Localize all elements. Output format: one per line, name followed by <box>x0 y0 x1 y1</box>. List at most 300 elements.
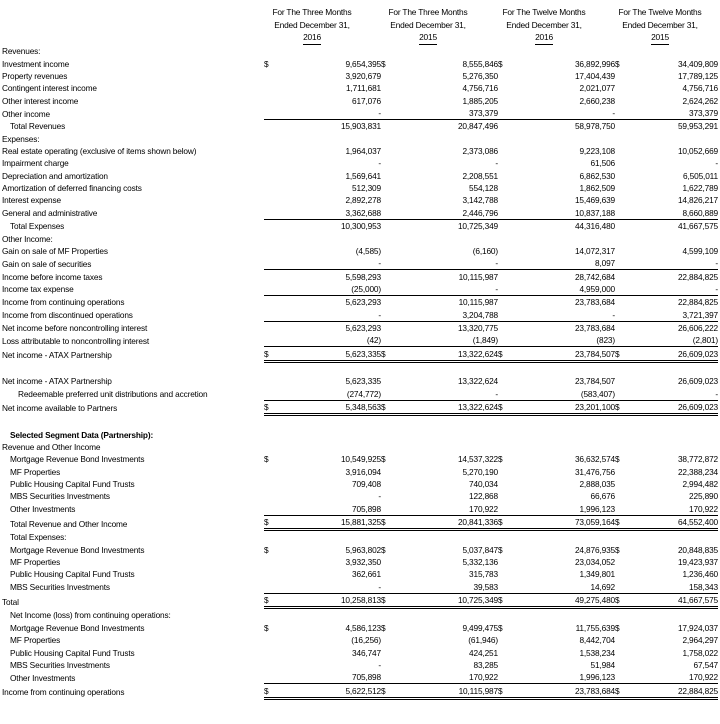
value-cell: (6,160) <box>472 245 498 256</box>
currency-symbol <box>264 361 274 375</box>
value-cell: 3,721,397 <box>682 309 718 320</box>
currency-symbol <box>381 245 391 257</box>
table-row <box>2 593 718 607</box>
table-row <box>2 347 718 361</box>
row-label: Other Income: <box>2 233 53 244</box>
value-cell <box>508 132 615 144</box>
value-cell: - <box>378 108 381 119</box>
row-label: Depreciation and amortization <box>2 170 108 181</box>
currency-symbol: $ <box>264 454 269 465</box>
value-cell: (583,407) <box>580 388 615 399</box>
currency-symbol: $ <box>264 515 274 529</box>
currency-symbol: $ <box>381 622 386 633</box>
value-cell: 362,661 <box>352 569 381 580</box>
currency-symbol <box>615 441 625 453</box>
currency-symbol <box>498 530 508 544</box>
currency-symbol <box>381 465 391 477</box>
table-row <box>2 232 718 244</box>
value-cell: 14,826,217 <box>677 195 718 206</box>
value-cell <box>391 441 498 453</box>
value-cell: 2,624,262 <box>682 95 718 106</box>
value-cell: 67,547 <box>693 659 718 670</box>
table-row <box>2 206 718 219</box>
row-label: MF Properties <box>10 635 61 646</box>
currency-symbol <box>381 169 391 181</box>
currency-symbol: $ <box>615 400 625 414</box>
currency-symbol <box>381 441 391 453</box>
value-cell <box>508 414 615 428</box>
value-cell <box>508 441 615 453</box>
currency-symbol <box>498 94 508 106</box>
currency-symbol <box>264 556 274 568</box>
table-row <box>2 257 718 270</box>
value-cell: 22,388,234 <box>677 466 718 477</box>
currency-symbol <box>498 206 508 219</box>
value-cell: 20,847,496 <box>391 120 498 133</box>
currency-symbol <box>615 428 625 440</box>
table-row <box>2 684 718 698</box>
table-row <box>2 515 718 529</box>
row-label: Revenues: <box>2 46 41 57</box>
value-cell <box>625 608 718 622</box>
currency-symbol <box>615 132 625 144</box>
value-cell: 5,037,847 <box>462 544 498 555</box>
value-cell: 2,208,551 <box>462 170 498 181</box>
currency-symbol: $ <box>381 593 391 607</box>
value-cell: 83,285 <box>473 659 498 670</box>
value-cell: 170,922 <box>689 672 718 683</box>
currency-symbol <box>381 257 391 270</box>
currency-symbol <box>498 671 508 684</box>
currency-symbol <box>381 321 391 334</box>
row-label: Selected Segment Data (Partnership): <box>10 429 154 440</box>
value-cell: 15,881,325 <box>274 515 381 529</box>
currency-symbol <box>264 414 274 428</box>
table-row <box>2 387 718 400</box>
value-cell: 73,059,164 <box>508 515 615 529</box>
row-label: Property revenues <box>2 71 68 82</box>
currency-symbol <box>615 157 625 169</box>
currency-symbol <box>498 308 508 321</box>
value-cell: 6,505,011 <box>683 170 718 181</box>
value-cell: 13,320,775 <box>391 321 498 334</box>
value-cell: 3,916,094 <box>345 466 381 477</box>
value-cell: 709,408 <box>352 479 381 490</box>
currency-symbol <box>264 245 274 257</box>
value-cell: 2,373,086 <box>462 146 498 157</box>
currency-symbol <box>264 257 274 270</box>
currency-symbol <box>498 295 508 308</box>
value-cell: 36,632,574 <box>574 454 615 465</box>
value-cell: 14,692 <box>590 581 615 592</box>
row-label: Mortgage Revenue Bond Investments <box>10 622 145 633</box>
currency-symbol <box>498 556 508 568</box>
row-label: Gain on sale of securities <box>2 258 92 269</box>
value-cell: 41,667,575 <box>625 593 718 607</box>
value-cell: 11,755,639 <box>575 622 615 633</box>
value-cell: 2,888,035 <box>579 479 615 490</box>
row-label: Net income before noncontrolling interest <box>2 322 148 333</box>
value-cell: 740,034 <box>469 479 498 490</box>
value-cell: 39,583 <box>473 581 498 592</box>
currency-symbol <box>615 295 625 308</box>
currency-symbol <box>615 556 625 568</box>
value-cell: 8,442,704 <box>579 635 615 646</box>
currency-symbol <box>498 465 508 477</box>
value-cell: 3,920,679 <box>345 71 381 82</box>
value-cell: 1,236,460 <box>682 569 718 580</box>
currency-symbol <box>381 568 391 580</box>
currency-symbol: $ <box>498 622 503 633</box>
currency-symbol <box>381 608 391 622</box>
currency-symbol: $ <box>381 515 391 529</box>
currency-symbol: $ <box>381 400 391 414</box>
table-row <box>2 334 718 347</box>
value-cell: 13,322,624 <box>457 376 498 387</box>
currency-symbol <box>615 232 625 244</box>
value-cell: 49,275,480 <box>508 593 615 607</box>
value-cell: 28,742,684 <box>508 270 615 283</box>
value-cell: 24,876,935 <box>574 544 615 555</box>
value-cell: 23,034,052 <box>574 557 615 568</box>
value-cell <box>391 132 498 144</box>
value-cell: 10,837,188 <box>574 207 615 218</box>
value-cell: (2,801) <box>692 335 718 346</box>
value-cell: 1,538,234 <box>579 647 615 658</box>
value-cell: 4,586,123 <box>345 622 381 633</box>
currency-symbol <box>615 671 625 684</box>
currency-symbol <box>615 568 625 580</box>
currency-symbol <box>381 45 391 57</box>
value-cell: 26,609,023 <box>625 400 718 414</box>
table-row <box>2 321 718 334</box>
currency-symbol: $ <box>264 544 269 555</box>
row-label: Total Expenses <box>10 221 65 232</box>
currency-symbol: $ <box>498 593 508 607</box>
value-cell: 17,404,439 <box>574 71 615 82</box>
currency-symbol <box>381 145 391 157</box>
value-cell <box>274 414 381 428</box>
value-cell: 44,316,480 <box>508 219 615 232</box>
currency-symbol <box>615 334 625 347</box>
currency-symbol <box>381 634 391 646</box>
currency-symbol <box>381 478 391 490</box>
income-statement-table <box>2 45 718 700</box>
value-cell: 8,660,889 <box>682 207 718 218</box>
currency-symbol <box>264 465 274 477</box>
currency-symbol <box>381 361 391 375</box>
currency-symbol <box>264 107 274 120</box>
value-cell: 23,784,507 <box>574 376 615 387</box>
value-cell: 2,021,077 <box>579 83 615 94</box>
currency-symbol <box>264 232 274 244</box>
currency-symbol <box>264 502 274 515</box>
currency-symbol <box>264 441 274 453</box>
currency-symbol <box>498 245 508 257</box>
value-cell: 26,609,023 <box>625 347 718 361</box>
currency-symbol <box>264 120 274 133</box>
value-cell: 64,552,400 <box>625 515 718 529</box>
value-cell: 15,469,639 <box>574 195 615 206</box>
currency-symbol: $ <box>381 684 391 698</box>
table-row <box>2 375 718 387</box>
value-cell: 34,409,809 <box>677 58 718 69</box>
currency-symbol <box>264 270 274 283</box>
currency-symbol: $ <box>498 544 503 555</box>
currency-symbol <box>615 646 625 658</box>
value-cell: (4,585) <box>355 245 381 256</box>
currency-symbol <box>498 145 508 157</box>
table-row <box>2 194 718 206</box>
currency-symbol <box>264 295 274 308</box>
row-label: Redeemable preferred unit distributions and accretion <box>18 389 208 400</box>
value-cell <box>274 428 381 440</box>
table-row <box>2 182 718 194</box>
row-label: Total Revenue and Other Income <box>10 518 128 529</box>
value-cell: 19,423,937 <box>677 557 718 568</box>
row-label: Contingent interest income <box>2 83 97 94</box>
value-cell: 1,622,789 <box>682 183 718 194</box>
value-cell: 17,789,125 <box>677 71 718 82</box>
value-cell: 10,725,349 <box>391 593 498 607</box>
row-label: Net Income (loss) from continuing operations: <box>10 610 171 621</box>
value-cell: 10,258,813 <box>274 593 381 607</box>
value-cell: (61,946) <box>468 635 498 646</box>
currency-symbol <box>498 414 508 428</box>
row-label: MBS Securities Investments <box>10 659 110 670</box>
currency-symbol <box>381 120 391 133</box>
currency-symbol <box>264 634 274 646</box>
row-label: Income from discontinued operations <box>2 310 133 321</box>
row-label: Public Housing Capital Fund Trusts <box>10 479 135 490</box>
row-label: Mortgage Revenue Bond Investments <box>10 454 145 465</box>
value-cell: 617,076 <box>352 95 381 106</box>
currency-symbol <box>615 206 625 219</box>
value-cell: 23,783,684 <box>508 321 615 334</box>
value-cell <box>625 45 718 57</box>
value-cell: - <box>378 581 381 592</box>
value-cell: 554,128 <box>469 183 498 194</box>
row-label: Income tax expense <box>2 284 74 295</box>
table-row <box>2 543 718 555</box>
currency-symbol: $ <box>615 684 625 698</box>
value-cell <box>625 414 718 428</box>
currency-symbol <box>615 321 625 334</box>
currency-symbol: $ <box>615 347 625 361</box>
value-cell: 22,884,825 <box>625 295 718 308</box>
value-cell: 4,959,000 <box>579 283 615 294</box>
column-header-fy-2016: For The Twelve Months Ended December 31, 2016 <box>487 6 601 44</box>
row-label: Other Investments <box>10 672 76 683</box>
currency-symbol <box>498 120 508 133</box>
value-cell: 20,848,835 <box>677 544 718 555</box>
value-cell: - <box>378 258 381 269</box>
currency-symbol <box>381 387 391 400</box>
row-label: Gain on sale of MF Properties <box>2 245 108 256</box>
table-row <box>2 453 718 465</box>
value-cell: 1,885,205 <box>462 95 498 106</box>
currency-symbol <box>615 194 625 206</box>
value-cell: 1,996,123 <box>579 503 615 514</box>
currency-symbol <box>615 580 625 593</box>
currency-symbol <box>381 295 391 308</box>
value-cell: (25,000) <box>351 283 381 294</box>
currency-symbol <box>615 94 625 106</box>
currency-symbol <box>498 646 508 658</box>
value-cell: 22,884,825 <box>625 270 718 283</box>
table-row <box>2 107 718 120</box>
table-row <box>2 157 718 169</box>
value-cell <box>508 232 615 244</box>
value-cell: 20,841,336 <box>391 515 498 529</box>
value-cell: 5,332,136 <box>462 557 498 568</box>
currency-symbol: $ <box>264 58 269 69</box>
currency-symbol <box>264 182 274 194</box>
table-row <box>2 428 718 440</box>
value-cell: 31,476,756 <box>574 466 615 477</box>
value-cell: 5,276,350 <box>462 71 498 82</box>
value-cell: 5,623,293 <box>274 321 381 334</box>
value-cell: 51,984 <box>590 659 615 670</box>
currency-symbol <box>264 646 274 658</box>
value-cell: 2,446,796 <box>462 207 498 218</box>
value-cell <box>274 232 381 244</box>
currency-symbol <box>498 334 508 347</box>
value-cell: 41,667,575 <box>625 219 718 232</box>
currency-symbol <box>264 194 274 206</box>
row-label: MBS Securities Investments <box>10 582 110 593</box>
currency-symbol <box>498 270 508 283</box>
value-cell <box>274 45 381 57</box>
value-cell: 5,623,335 <box>274 347 381 361</box>
value-cell: 3,204,788 <box>462 309 498 320</box>
row-label: MF Properties <box>10 466 61 477</box>
currency-symbol <box>381 414 391 428</box>
currency-symbol <box>498 45 508 57</box>
table-row <box>2 646 718 658</box>
currency-symbol <box>381 428 391 440</box>
value-cell: - <box>715 158 718 169</box>
value-cell: 1,711,681 <box>346 83 381 94</box>
currency-symbol <box>498 361 508 375</box>
currency-symbol <box>264 145 274 157</box>
currency-symbol <box>264 169 274 181</box>
currency-symbol <box>615 361 625 375</box>
currency-symbol: $ <box>381 58 386 69</box>
value-cell <box>508 608 615 622</box>
value-cell <box>508 45 615 57</box>
value-cell <box>391 414 498 428</box>
table-row <box>2 659 718 671</box>
currency-symbol <box>615 145 625 157</box>
table-row <box>2 270 718 283</box>
value-cell: 158,343 <box>689 581 718 592</box>
value-cell: 8,097 <box>594 258 615 269</box>
value-cell: 122,868 <box>469 491 498 502</box>
value-cell: 3,142,788 <box>462 195 498 206</box>
currency-symbol: $ <box>381 454 386 465</box>
currency-symbol <box>381 580 391 593</box>
row-label: Public Housing Capital Fund Trusts <box>10 569 135 580</box>
value-cell <box>391 530 498 544</box>
value-cell: 14,537,322 <box>457 454 498 465</box>
currency-symbol <box>264 283 274 296</box>
table-row <box>2 169 718 181</box>
currency-symbol <box>615 270 625 283</box>
value-cell: 23,784,507 <box>508 347 615 361</box>
currency-symbol <box>264 82 274 94</box>
currency-symbol: $ <box>264 593 274 607</box>
value-cell: 66,676 <box>590 491 615 502</box>
value-cell: 9,223,108 <box>579 146 615 157</box>
value-cell <box>391 232 498 244</box>
currency-symbol <box>381 70 391 82</box>
table-row <box>2 219 718 232</box>
value-cell: 373,379 <box>689 108 718 119</box>
currency-symbol <box>615 414 625 428</box>
currency-symbol <box>264 308 274 321</box>
row-label: Investment income <box>2 58 70 69</box>
value-cell: 23,783,684 <box>508 295 615 308</box>
value-cell: 1,862,509 <box>579 183 615 194</box>
value-cell: 315,783 <box>469 569 498 580</box>
currency-symbol: $ <box>498 58 503 69</box>
table-row <box>2 490 718 502</box>
value-cell: 10,115,987 <box>391 270 498 283</box>
value-cell <box>391 428 498 440</box>
table-row <box>2 441 718 453</box>
currency-symbol <box>615 490 625 502</box>
row-label <box>2 361 264 375</box>
table-row <box>2 502 718 515</box>
row-label: Expenses: <box>2 133 40 144</box>
row-label: Total Expenses: <box>10 532 67 543</box>
value-cell <box>391 45 498 57</box>
value-cell: 5,622,512 <box>274 684 381 698</box>
currency-symbol: $ <box>615 544 620 555</box>
table-row <box>2 671 718 684</box>
value-cell: (42) <box>366 335 381 346</box>
currency-symbol: $ <box>615 622 620 633</box>
value-cell: 9,654,395 <box>345 58 381 69</box>
currency-symbol <box>498 659 508 671</box>
currency-symbol: $ <box>381 544 386 555</box>
value-cell: 705,898 <box>352 672 381 683</box>
currency-symbol <box>264 671 274 684</box>
value-cell <box>508 428 615 440</box>
value-cell: 23,783,684 <box>508 684 615 698</box>
currency-symbol <box>264 428 274 440</box>
currency-symbol: $ <box>381 347 391 361</box>
value-cell: 5,623,293 <box>274 295 381 308</box>
currency-symbol <box>498 182 508 194</box>
currency-symbol <box>264 478 274 490</box>
value-cell: 5,598,293 <box>274 270 381 283</box>
currency-symbol <box>615 478 625 490</box>
currency-symbol <box>498 321 508 334</box>
table-row <box>2 634 718 646</box>
value-cell: 14,072,317 <box>574 245 615 256</box>
table-row <box>2 568 718 580</box>
currency-symbol <box>381 671 391 684</box>
currency-symbol <box>498 257 508 270</box>
row-label: Net income - ATAX Partnership <box>2 350 112 361</box>
value-cell: - <box>612 309 615 320</box>
currency-symbol <box>615 182 625 194</box>
table-row <box>2 400 718 414</box>
currency-symbol: $ <box>264 347 274 361</box>
row-label: Real estate operating (exclusive of items shown below) <box>2 146 197 157</box>
